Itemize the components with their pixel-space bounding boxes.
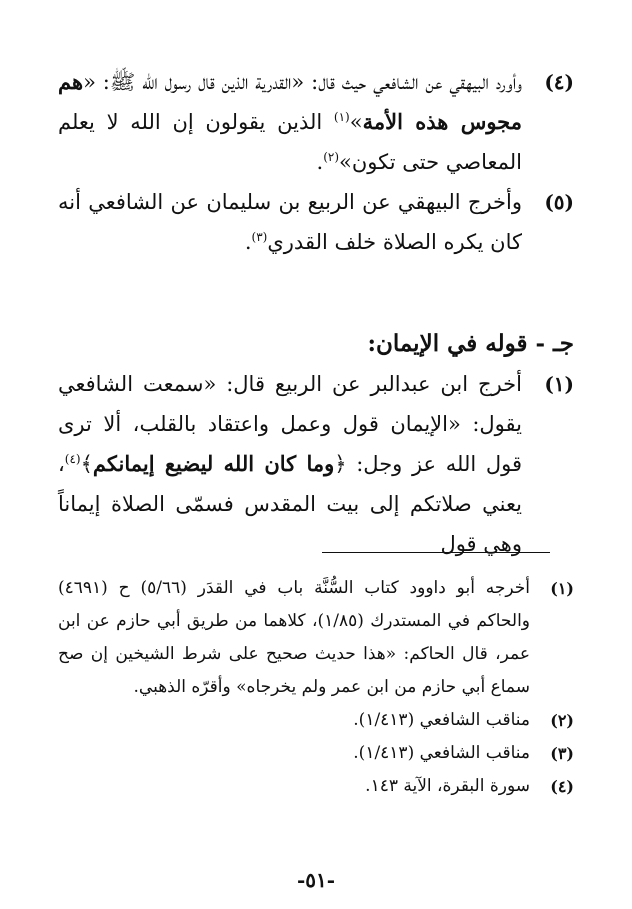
paragraph-text [58,182,522,262]
paragraph-number: (٤) [544,70,574,94]
quran-verse: وما كان الله ليضيع إيمانكم [92,451,335,476]
text-run: ، يعني صلاتكم إلى بيت المقدس فسمّى الصلاة إيماناً وهي قول [58,452,522,556]
footnote-text: سورة البقرة، الآية ١٤٣. [365,776,530,796]
text-run: وأخرج البيهقي عن الربيع بن سليمان عن الشافعي أنه كان يكره الصلاة خلف القدري [58,190,522,254]
footnote-ref[interactable]: (٢) [323,150,340,164]
footnote-number: (٢) [550,711,574,730]
footnote-text: مناقب الشافعي (١/٤١٣). [353,743,530,763]
footnote-text: مناقب الشافعي (١/٤١٣). [353,710,530,730]
page-number: -٥١- [296,868,336,892]
footnote-4 [58,770,574,803]
text-run: أخرج ابن عبدالبر عن الربيع قال: «سمعت الشافعي يقول: «الإيمان قول وعمل واعتقاد بالقلب، ألا ترى قول الله عز وجل: ﴿ [58,372,522,476]
paragraph-number: (٥) [544,190,574,214]
footnote-1 [58,572,574,704]
text-run: ﴾ [80,452,93,476]
footnote-number: (١) [550,579,574,598]
paragraph-text [58,62,522,182]
footnote-ref[interactable]: (١) [333,110,350,124]
footnote-divider [322,552,550,553]
paragraph-4 [58,62,574,182]
text-run: . [244,230,252,254]
footnote-ref[interactable]: (٤) [64,452,81,466]
footnote-2 [58,704,574,737]
text-run: » [349,110,363,134]
section-heading: جـ - قوله في الإيمان: [367,330,574,357]
footnote-number: (٤) [550,777,574,796]
footnote-number: (٣) [550,744,574,763]
text-run: الذين يقولون إن الله لا يعلم المعاصي حتى تكون» [58,110,522,174]
footnote-ref[interactable]: (٣) [251,230,268,244]
footnote-3 [58,737,574,770]
section-paragraph-1 [58,364,574,564]
paragraph-text [58,364,522,564]
text-run: وأورد البيهقي عن الشافعي حيث قال: «القدرية الذين قال رسول الله ﷺ: « [83,70,522,94]
paragraph-number: (١) [544,372,574,396]
hadith-quote: هم مجوس هذه الأمة [58,69,522,134]
main-text [58,62,574,564]
paragraph-5 [58,182,574,262]
footnote-text: أخرجه أبو داوود كتاب السُّنَّة باب في القدَر (٥/٦٦) ح (٤٦٩١) والحاكم في المستدرك (١/٨٥)، كلاهما من طريق أبي حازم عن ابن عمر، قال الحاكم: «هذا حديث صحيح على شرط الشيخين إن صح سماع أبي حازم من ابن عمر ولم يخرجاه» وأقرّه الذهبي. [58,578,531,697]
footnotes [58,572,574,803]
text-run: . [316,150,324,174]
